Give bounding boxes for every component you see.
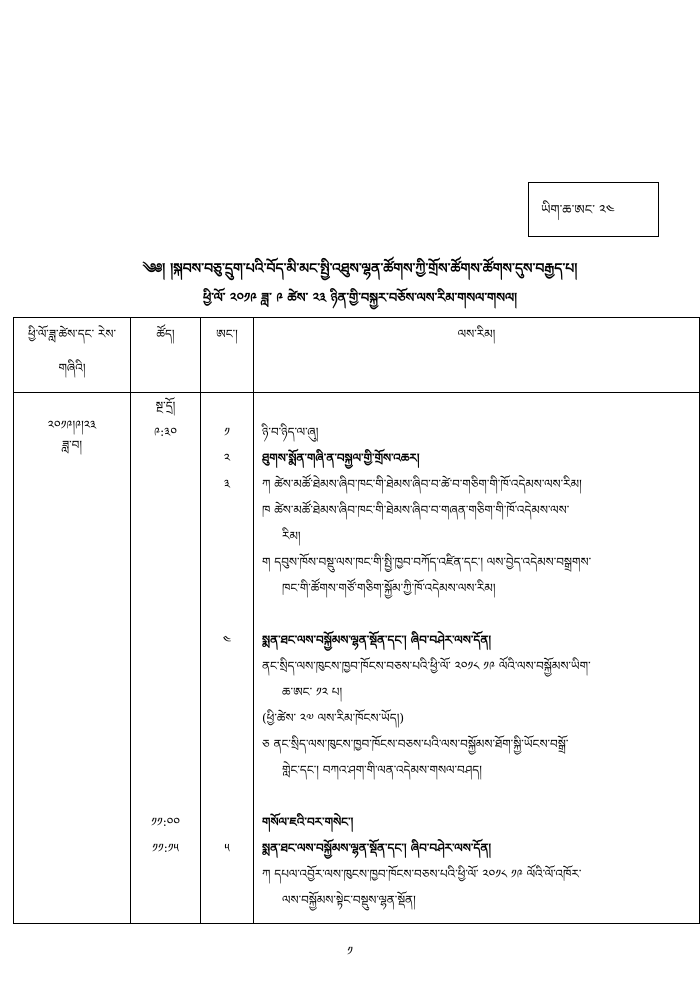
time-cell <box>131 887 200 913</box>
agenda-line: ཉི་བ་ཉིད་ལ་ཞུ། <box>262 425 319 439</box>
item-number <box>201 757 253 783</box>
agenda-line: (ཕྱི་ཚེས་ ༢༧ ལས་རིམ་ཁོངས་ཡོད།) <box>262 711 405 725</box>
time-cell: སྔ་དྲོ། <box>155 399 176 413</box>
agenda-line: སྨན་ཐང་ལས་བསྐྱོམས་ལྷན་སྡོན་དང་། ཞིབ་བཤེར་ལས་དོན། <box>262 633 492 647</box>
number-column <box>201 393 254 924</box>
item-number <box>201 731 253 757</box>
time-cell <box>131 679 200 705</box>
time-column <box>131 393 201 924</box>
item-number: ༢ <box>223 451 231 465</box>
item-number <box>201 783 253 809</box>
table-header-row <box>14 318 700 393</box>
header-number: ཨང་། <box>201 318 254 393</box>
schedule-table <box>13 317 700 924</box>
time-cell <box>131 445 200 471</box>
date-value: ༢༠༡༩།༩།༢༣ <box>47 418 97 432</box>
time-cell <box>131 861 200 887</box>
agenda-line <box>254 783 699 809</box>
weekday-value: ཟླ་བ། <box>61 438 83 452</box>
agenda-line: ཀ དཔལ་འབྱོར་ལས་ཁུངས་ཁྱབ་ཁོངས་བཅས་པའི་ཕྱི་ལོ་ ༢༠༡༨ ༡༩ ལོའི་ལོ་འཁོར་ <box>262 867 582 881</box>
item-number: ༡ <box>224 425 230 439</box>
item-number <box>201 861 253 887</box>
agenda-line: གླེང་དང་། བཀའ་ཤག་གི་ལན་འདེམས་གསལ་བཤད། <box>282 763 482 777</box>
time-cell: ༡༡:༠༠ <box>151 815 180 829</box>
agenda-line: ཅ ནང་སྲིད་ལས་ཁུངས་ཁྱབ་ཁོངས་བཅས་པའི་ལས་བསྐྱོམས་ཐོག་སྐྱི་ཡོངས་བསྒྲོ་ <box>262 737 569 751</box>
agenda-line <box>254 393 699 419</box>
document-title: ༄༅། །སྐབས་བཅུ་དྲུག་པའི་བོད་མི་མང་སྤྱི་འཐུས་ལྷན་ཚོགས་ཀྱི་གྲོས་ཚོགས་ཚོགས་དུས་བརྒྱད་པ། <box>142 261 578 277</box>
item-number: ༥ <box>224 841 230 855</box>
page-number: ༡ <box>347 944 353 958</box>
agenda-line: ཁང་གི་ཚོགས་གཙོ་གཅིག་སྐྱོམ་ཀྱི་ཁོ་འདེམས་ལས་རིམ། <box>282 581 496 595</box>
item-number <box>201 679 253 705</box>
time-cell: ༩:༣༠ <box>154 425 177 439</box>
time-cell <box>131 783 200 809</box>
time-cell <box>131 549 200 575</box>
agenda-line: ལས་བསྐྱོམས་སྟེང་བསྡུས་ལྷན་སྡོན། <box>282 893 416 907</box>
agenda-line: སྨན་ཐང་ལས་བསྐྱོམས་ལྷན་སྡོན་དང་། ཞིབ་བཤེར་ལས་དོན། <box>262 841 492 855</box>
header-date: ཕྱི་ལོ་ཟླ་ཚེས་དང་ རེས་གཞིའི། <box>14 318 131 393</box>
item-number <box>201 653 253 679</box>
header-time: ཚོད། <box>131 318 201 393</box>
document-number-box <box>528 182 659 237</box>
table-row <box>14 393 700 924</box>
document-number: ཡིག་ཆ་ཨང་ ༢༤ <box>541 203 615 218</box>
agenda-line: ཆ་ཨང་ ༡༢ པ། <box>282 685 343 699</box>
time-cell: ༡༡:༡༥ <box>152 841 179 855</box>
time-cell <box>131 523 200 549</box>
time-cell <box>131 471 200 497</box>
agenda-line: ཁ ཚེས་མཚོ་ཐེམས་ཞིབ་ཁང་གི་ཐེམས་ཞིབ་བ་གཞན་གཅིག་གི་ཁོ་འདེམས་ལས་ <box>262 503 570 517</box>
agenda-column <box>254 393 700 924</box>
item-number <box>201 601 253 627</box>
item-number: ༤ <box>222 633 232 647</box>
time-cell <box>131 731 200 757</box>
time-cell <box>131 757 200 783</box>
agenda-line: གསོལ་ཇའི་བར་གསེང་། <box>262 815 354 829</box>
agenda-line <box>254 601 699 627</box>
item-number: ༣ <box>223 477 231 491</box>
document-subtitle: ཕྱི་ལོ་ ༢༠༡༩ ཟླ་ ༩ ཚེས་ ༢༣ ཉིན་གྱི་བསྐྱར་བཅོས་ལས་རིམ་གསལ་གསལ། <box>202 291 518 306</box>
item-number <box>201 809 253 835</box>
item-number <box>201 523 253 549</box>
time-cell <box>131 497 200 523</box>
agenda-line: ནང་སྲིད་ལས་ཁུངས་ཁྱབ་ཁོངས་བཅས་པའི་ཕྱི་ལོ་ ༢༠༡༨ ༡༩ ལོའི་ལས་བསྐྱོམས་ཡིག་ <box>262 659 591 673</box>
item-number <box>201 497 253 523</box>
time-cell <box>131 627 200 653</box>
agenda-line: ག དབུས་ཁོས་བསྡུ་ལས་ཁང་གི་སྤྱི་ཁྱབ་བཀོད་འཛིན་དང་། ལས་བྱེད་འདེམས་བསྒྲགས་ <box>262 555 592 569</box>
item-number <box>201 575 253 601</box>
time-cell <box>131 575 200 601</box>
time-cell <box>131 601 200 627</box>
header-agenda: ལས་རིམ། <box>254 318 700 393</box>
time-cell <box>131 705 200 731</box>
item-number <box>201 393 253 419</box>
item-number <box>201 705 253 731</box>
agenda-line: རིམ། <box>282 529 301 543</box>
time-cell <box>131 653 200 679</box>
item-number <box>201 549 253 575</box>
agenda-line: ཀ ཚེས་མཚོ་ཐེམས་ཞིབ་ཁང་གི་ཐེམས་ཞིབ་བ་ཚེ་བ་གཅིག་གི་ཁོ་འདེམས་ལས་རིམ། <box>262 477 582 491</box>
item-number <box>201 887 253 913</box>
agenda-line: ཐུགས་སྨོན་གཞི་ན་བསྐྱལ་གྱི་གྲོས་འཆར། <box>262 451 420 465</box>
date-cell <box>14 393 131 924</box>
